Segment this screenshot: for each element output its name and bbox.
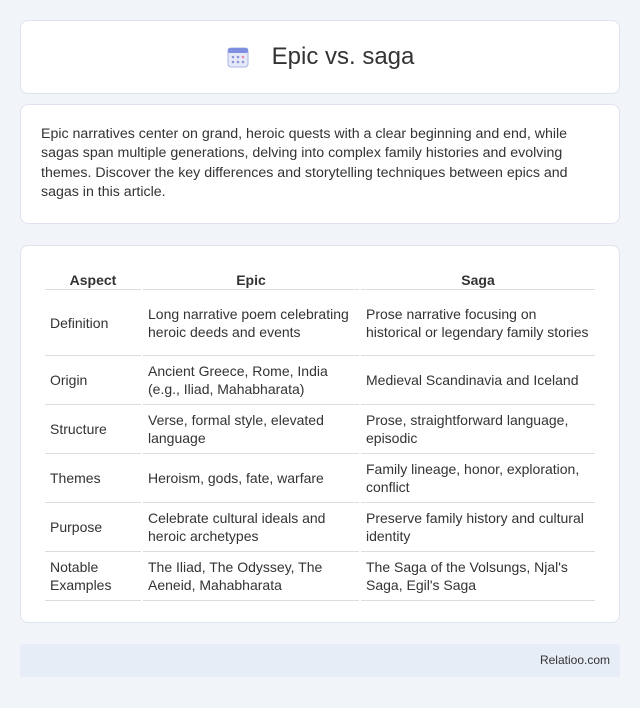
cell-saga: Preserve family history and cultural identity [361,503,595,552]
intro-card [20,104,620,224]
table-row [45,552,595,601]
intro-text: Epic narratives center on grand, heroic quests with a clear beginning and end, while sagas span multiple generations, delving into complex family histories and evolving themes. Discover the key differences and storytelling techniques between epics and sagas in this article. [41,126,568,201]
comparison-table [43,264,597,601]
cell-epic: Celebrate cultural ideals and heroic archetypes [143,503,359,552]
cell-epic: Verse, formal style, elevated language [143,405,359,454]
cell-aspect: Origin [45,356,141,405]
cell-saga: Prose, straightforward language, episodic [361,405,595,454]
calendar-icon [226,45,250,69]
cell-aspect: Notable Examples [45,552,141,601]
cell-saga: Family lineage, honor, exploration, conflict [361,454,595,503]
cell-saga: Medieval Scandinavia and Iceland [361,356,595,405]
table-row [45,290,595,356]
cell-epic: Long narrative poem celebrating heroic deeds and events [143,290,359,356]
header-saga: Saga [361,264,595,290]
cell-aspect: Themes [45,454,141,503]
page-title: Epic vs. saga [271,43,415,70]
cell-aspect: Structure [45,405,141,454]
table-row [45,503,595,552]
title-card [20,20,620,94]
cell-aspect: Purpose [45,503,141,552]
cell-epic: The Iliad, The Odyssey, The Aeneid, Mahabharata [143,552,359,601]
cell-saga: The Saga of the Volsungs, Njal's Saga, Egil's Saga [361,552,595,601]
cell-aspect: Definition [45,290,141,356]
footer-brand[interactable]: Relatioo.com [539,653,610,667]
cell-saga: Prose narrative focusing on historical or legendary family stories [361,290,595,356]
header-epic: Epic [143,264,359,290]
cell-epic: Heroism, gods, fate, warfare [143,454,359,503]
footer [20,644,620,677]
table-row [45,356,595,405]
cell-epic: Ancient Greece, Rome, India (e.g., Iliad, Mahabharata) [143,356,359,405]
table-row [45,405,595,454]
header-aspect: Aspect [45,264,141,290]
comparison-card [20,245,620,623]
table-header-row [45,264,595,290]
table-row [45,454,595,503]
